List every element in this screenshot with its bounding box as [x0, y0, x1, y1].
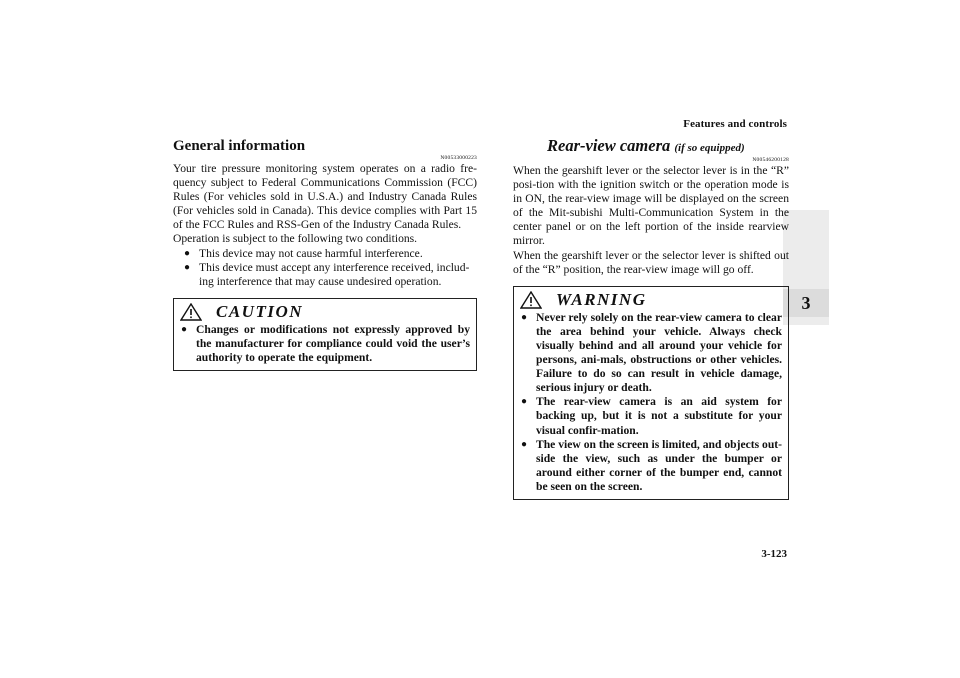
bullet-icon: ● — [184, 261, 191, 273]
caution-item — [180, 323, 470, 365]
warning-item — [520, 311, 782, 396]
body-paragraph: When the gearshift lever or the selector lever is in the “R” posi-tion with the ignition switch or the operation mode is in ON, the rear-view image will be displayed on the screen of the Mit-subishi Multi-Communication System in the center panel or on the left portion of the inside rearview mirror. — [513, 164, 789, 248]
body-paragraph: Operation is subject to the following two conditions. — [173, 232, 418, 246]
warning-title: WARNING — [556, 289, 647, 309]
chapter-tab-background-lower — [783, 317, 829, 325]
warning-item — [520, 438, 782, 494]
bullet-icon: ● — [181, 323, 188, 335]
bullet-icon: ● — [521, 396, 528, 408]
warning-box — [513, 286, 789, 500]
bullet-icon: ● — [521, 311, 528, 323]
caution-box — [173, 298, 477, 371]
section-code: N00533000223 — [440, 155, 477, 161]
warning-item-text: The view on the screen is limited, and objects out-side the view, such as under the bumper or around either corner of the bumper end, cannot be seen on the screen. — [536, 437, 782, 493]
list-item — [173, 247, 477, 261]
running-header: Features and controls — [683, 118, 787, 130]
body-paragraph: Your tire pressure monitoring system operates on a radio fre-quency subject to Federal Communications Commission (FCC) Rules (For vehicles sold in U.S.A.) and Industry Canada Rules (For vehicles sold in Canada). This device complies with Part 15 of the FCC Rules and RSS-Gen of the Industry Canada Rules. — [173, 162, 477, 232]
bullet-icon: ● — [521, 438, 528, 450]
chapter-tab: 3 — [783, 289, 829, 317]
warning-header — [520, 289, 782, 311]
warning-triangle-icon — [520, 291, 542, 309]
body-paragraph: When the gearshift lever or the selector lever is shifted out of the “R” position, the rear-view image will go off. — [513, 248, 789, 276]
chapter-tab-background — [783, 210, 829, 289]
left-column — [173, 137, 477, 371]
right-column — [513, 137, 789, 500]
section-title-text: Rear-view camera — [547, 136, 671, 155]
caution-header — [180, 301, 470, 323]
list-item-text: This device may not cause harmful interference. — [199, 246, 423, 260]
section-subtitle: (if so equipped) — [674, 142, 745, 154]
warning-item — [520, 395, 782, 437]
section-code: N00546200128 — [752, 157, 789, 163]
section-title-general-information: General information — [173, 138, 306, 154]
warning-triangle-icon — [180, 303, 202, 321]
caution-item-text: Changes or modifications not expressly approved by the manufacturer for compliance could void the user’s authority to operate the equipment. — [196, 322, 470, 365]
bullet-icon: ● — [184, 247, 191, 259]
warning-item-text: The rear-view camera is an aid system for backing up, but it is not a substitute for your visual confir-mation. — [536, 395, 782, 437]
list-item-text: This device must accept any interference received, includ-ing interference that may cause undesired operation. — [199, 260, 470, 288]
warning-item-text: Never rely solely on the rear-view camera to clear the area behind your vehicle. Always check visually behind and all around your vehicle for persons, ani-mals, obstructions or other vehicles. Failure to do so can result in vehicle damage, serious injury or death. — [536, 310, 782, 395]
page-number: 3-123 — [761, 548, 787, 560]
caution-title: CAUTION — [216, 301, 304, 321]
section-title-rear-view-camera — [513, 137, 789, 157]
list-item — [173, 261, 477, 289]
